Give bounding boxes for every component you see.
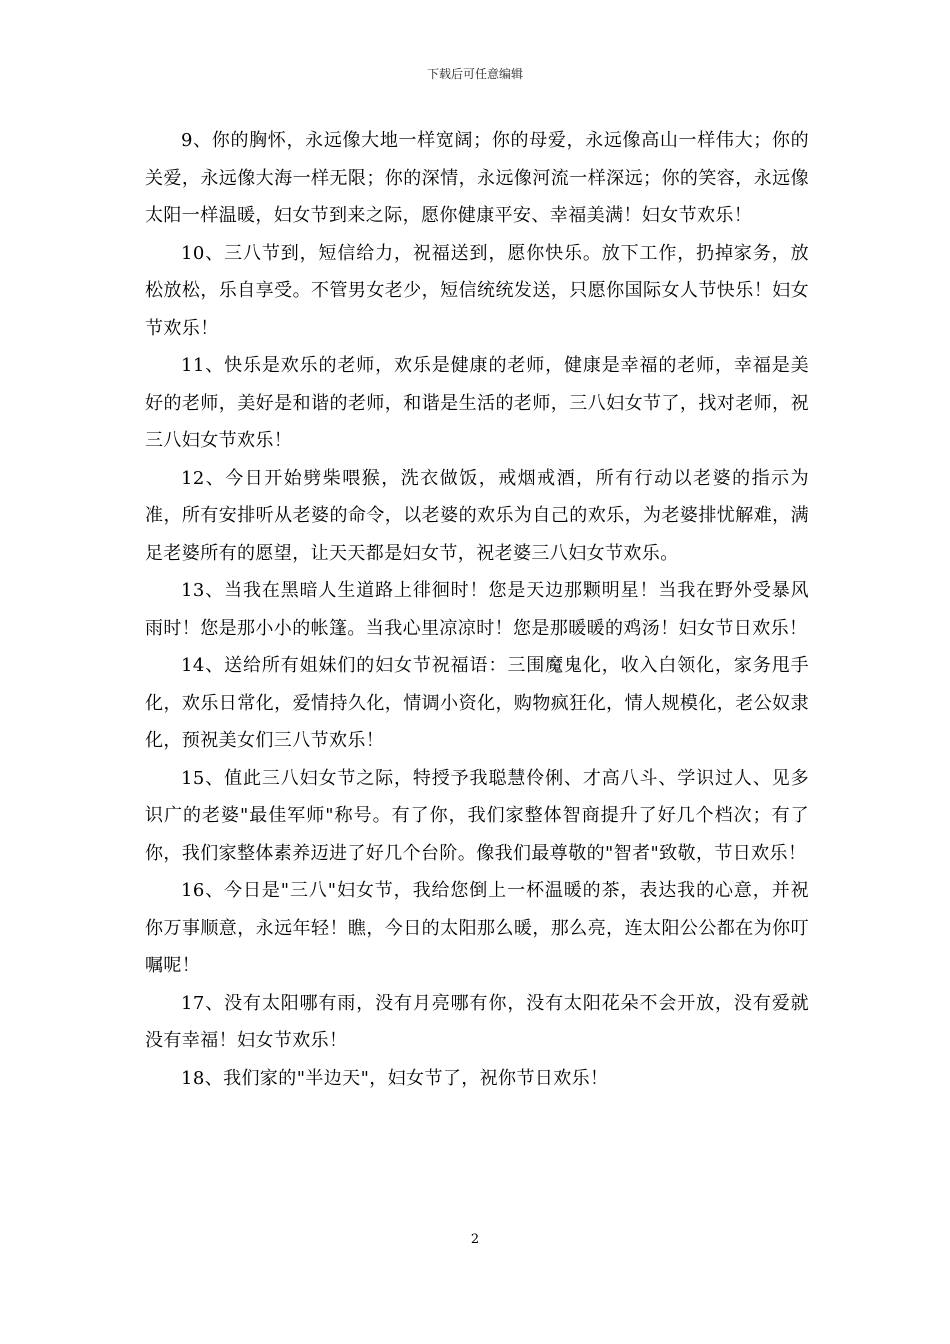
paragraph-9: 9、你的胸怀，永远像大地一样宽阔；你的母爱，永远像高山一样伟大；你的关爱，永远像大海一样无限；你的深情，永远像河流一样深远；你的笑容，永远像太阳一样温暖，妇女节到来之际，愿你健康平安、幸福美满！妇女节欢乐！ (145, 130, 809, 226)
paragraph-18: 18、我们家的"半边天"，妇女节了，祝你节日欢乐！ (181, 1067, 609, 1089)
paragraph-13: 13、当我在黑暗人生道路上徘徊时！您是天边那颗明星！当我在野外受暴风雨时！您是那小小的帐篷。当我心里凉凉时！您是那暖暖的鸡汤！妇女节日欢乐！ (145, 580, 809, 639)
paragraph-10: 10、三八节到，短信给力，祝福送到，愿你快乐。放下工作，扔掉家务，放松放松，乐自享受。不管男女老少，短信统统发送，只愿你国际女人节快乐！妇女节欢乐！ (145, 242, 809, 339)
page-header: 下载后可任意编辑 (426, 67, 523, 81)
page-body (145, 122, 809, 1097)
paragraph-11: 11、快乐是欢乐的老师，欢乐是健康的老师，健康是幸福的老师，幸福是美好的老师，美好是和谐的老师，和谐是生活的老师，三八妇女节了，找对老师，祝三八妇女节欢乐！ (145, 355, 809, 451)
paragraph-17: 17、没有太阳哪有雨，没有月亮哪有你，没有太阳花朵不会开放，没有爱就没有幸福！妇女节欢乐！ (145, 992, 809, 1051)
page-number: 2 (470, 1232, 480, 1247)
paragraph-12: 12、今日开始劈柴喂猴，洗衣做饭，戒烟戒酒，所有行动以老婆的指示为准，所有安排听从老婆的命令，以老婆的欢乐为自己的欢乐，为老婆排忧解难，满足老婆所有的愿望，让天天都是妇女节，祝老婆三八妇女节欢乐。 (145, 467, 809, 564)
paragraph-15: 15、值此三八妇女节之际，特授予我聪慧伶俐、才高八斗、学识过人、见多识广的老婆"最佳军师"称号。有了你，我们家整体智商提升了好几个档次；有了你，我们家整体素养迈进了好几个台阶。像我们最尊敬的"智者"致敬，节日欢乐！ (145, 767, 809, 864)
paragraph-14: 14、送给所有姐妹们的妇女节祝福语：三围魔鬼化，收入白领化，家务甩手化，欢乐日常化，爱情持久化，情调小资化，购物疯狂化，情人规模化，老公奴隶化，预祝美女们三八节欢乐！ (145, 655, 809, 751)
paragraph-16: 16、今日是"三八"妇女节，我给您倒上一杯温暖的茶，表达我的心意，并祝你万事顺意，永远年轻！瞧，今日的太阳那么暖，那么亮，连太阳公公都在为你叮嘱呢！ (145, 880, 809, 976)
